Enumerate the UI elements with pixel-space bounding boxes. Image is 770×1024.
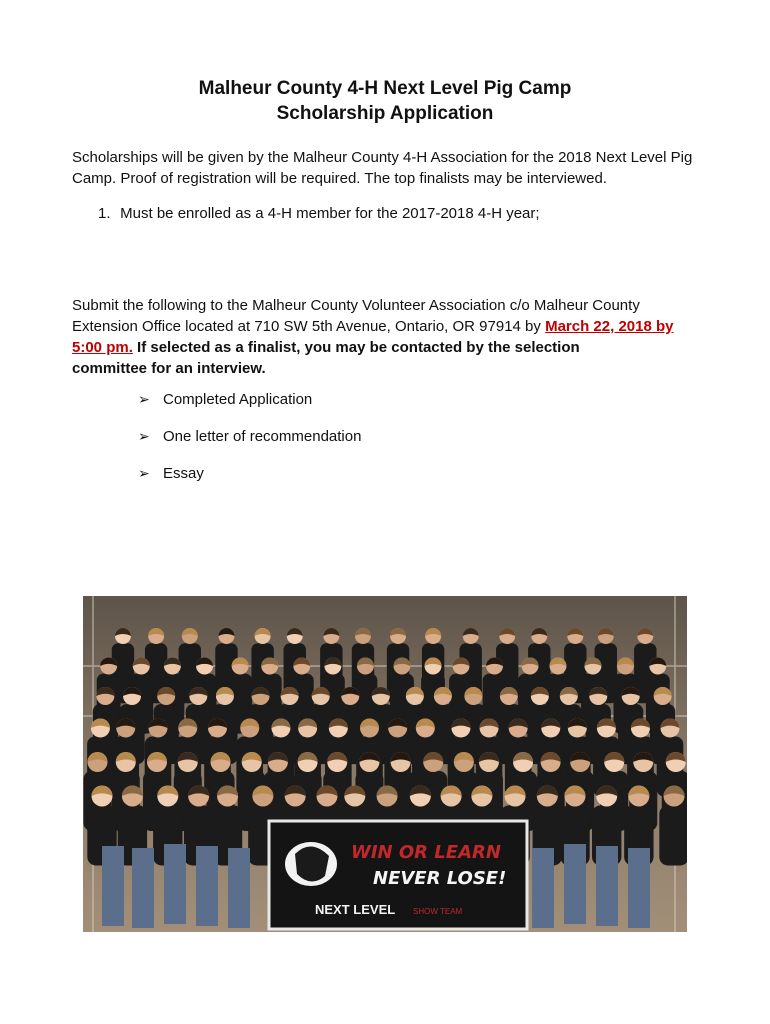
- banner-line2: NEVER LOSE!: [373, 868, 507, 889]
- arrow-bullet-icon: ➢: [138, 428, 150, 444]
- page-subtitle: Scholarship Application: [276, 103, 494, 124]
- intro-paragraph: [72, 147, 702, 189]
- banner: [269, 821, 527, 929]
- person-shirt: [659, 805, 687, 865]
- requirement-text: Must be enrolled as a 4-H member for the 2017-2018 4-H year;: [120, 205, 540, 222]
- banner-brand: NEXT LEVEL: [315, 902, 396, 917]
- person-jeans: [102, 846, 124, 926]
- checklist-label: Completed Application: [163, 391, 313, 408]
- checklist-label: Essay: [163, 465, 204, 482]
- group-photo: [83, 596, 687, 932]
- checklist-item: [138, 389, 312, 410]
- person-jeans: [532, 848, 554, 928]
- arrow-bullet-icon: ➢: [138, 465, 150, 481]
- person-jeans: [228, 848, 250, 928]
- arrow-bullet-icon: ➢: [138, 391, 150, 407]
- submission-paragraph: [72, 295, 702, 379]
- person-jeans: [164, 844, 186, 924]
- requirement-item: [98, 203, 698, 224]
- checklist-item: [138, 426, 361, 447]
- intro-line: Scholarships will be given by the Malheur County 4-H Association for the 2018 Next Level Pig: [72, 149, 693, 166]
- banner-brand-small: SHOW TEAM: [413, 907, 463, 916]
- checklist-item: [138, 463, 204, 484]
- finalist-note: If selected as a finalist, you may be contacted by the selection: [132, 339, 580, 356]
- person-jeans: [132, 848, 154, 928]
- deadline-time: 5:00 pm.: [72, 339, 133, 356]
- banner-line1: WIN OR LEARN: [351, 842, 501, 863]
- intro-line: Camp. Proof of registration will be required. The top finalists may be interviewed.: [72, 170, 607, 187]
- submit-line: Submit the following to the Malheur County Volunteer Association c/o Malheur County: [72, 297, 640, 314]
- person-jeans: [564, 844, 586, 924]
- finalist-note: committee for an interview.: [72, 360, 266, 377]
- submit-line: Extension Office located at 710 SW 5th Avenue, Ontario, OR 97914 by: [72, 318, 546, 335]
- deadline-text: March 22, 2018 by: [545, 318, 674, 335]
- person-jeans: [628, 848, 650, 928]
- checklist-label: One letter of recommendation: [163, 428, 362, 445]
- person-jeans: [596, 846, 618, 926]
- person-jeans: [196, 846, 218, 926]
- page-title: Malheur County 4-H Next Level Pig Camp: [198, 78, 572, 99]
- requirement-number: 1.: [98, 205, 111, 222]
